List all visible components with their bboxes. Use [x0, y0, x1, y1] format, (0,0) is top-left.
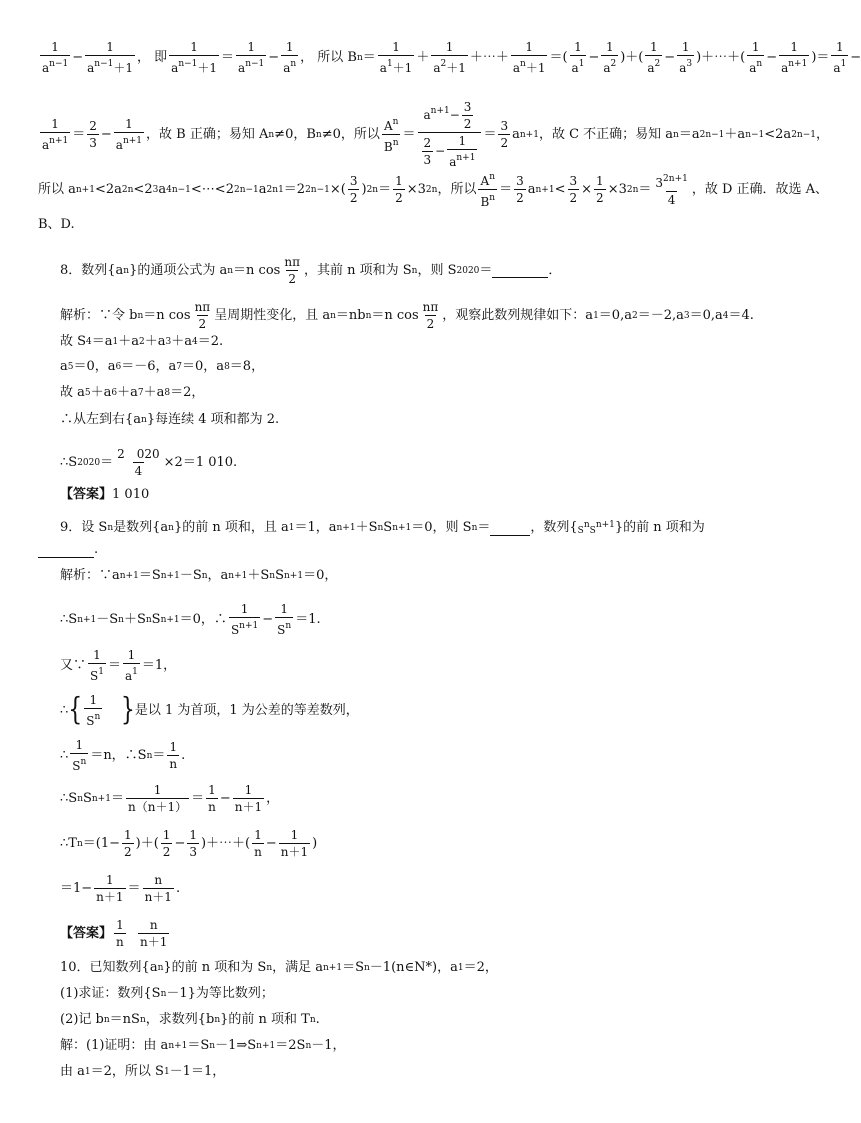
q8-solution-2: 故 S 4 ＝a 1 ＋a 2 ＋a 3 ＋a 4 ＝2. — [60, 334, 224, 349]
q10-solution-1: 解：(1)证明：由 a n+1 ＝S n －1⇒S n+1 ＝2S n －1， — [60, 1038, 346, 1053]
q8-answer — [60, 485, 764, 505]
text-line-top-2: $\frac{1}{a^{n+1}}$ ＝ $\frac{2}{3}$ − $\frac{1}{a^{n+1}}$ ，故 B 正确；易知 A n ≠0，B n ≠0，所以 $\frac{A^n}{B^n}$ ＝ $a^{n+1}-$ $\frac{3}{2}$ $\frac{2}{3}$ − $\frac{1}{a^{n+1}}$ ＝ $\frac{3}{2}$ a n+1 ，故 C 不正确；易知 a n ＝a 2 n−1 ＋a n−1 <2a 2 n−1 ， — [42, 100, 830, 169]
q8-answer-blank — [492, 263, 548, 278]
q10-stem: 10．已知数列{a n }的前 n 项和为 S n ，满足 a n+1 ＝S n －1(n∈N*)，a 1 ＝2， — [60, 960, 498, 975]
q10-solution-2: 由 a 1 ＝2，所以 S 1 －1＝1， — [60, 1064, 226, 1079]
q9-solution-2: ∴S n+1 －S n ＋S n S n+1 ＝0，∴ $\frac{1}{S^{n+1}}$ − $\frac{1}{S^n}$ ＝1. — [60, 602, 321, 637]
q9-solution-5: ∴ $\frac{1}{S^n}$ ＝n，∴S n ＝ $\frac{1}{n}$ . — [60, 738, 186, 773]
q8-answer-value: 1 010 — [112, 487, 150, 502]
q8-solution-6: ∴S 2020 ＝ $\frac{2 020}{4}$ ×2＝1 010. — [60, 447, 238, 478]
q9-solution-3: 又∵ $\frac{1}{S^1}$ ＝ $\frac{1}{a^1}$ ＝1， — [60, 648, 177, 683]
q9-solution-6: ∴S n S n+1 ＝ $\frac{1}{n(n+1)}$ ＝ $\frac{1}{n}$ − $\frac{1}{n+1}$ ， — [60, 783, 280, 814]
q8-solution-1: 解析：∵令 b n ＝n cos $\frac{n\pi}{2}$ 呈周期性变化，且 a n ＝nb n ＝n cos $\frac{n\pi}{2}$ ，观察此数列规律如下：a 1 ＝0,a 2 ＝－2,a 3 ＝0,a 4 ＝4. — [60, 300, 754, 331]
q10-part-1: (1)求证：数列{S n －1}为等比数列； — [60, 986, 274, 1001]
q9-solution-8: ＝1− $\frac{1}{n+1}$ ＝ $\frac{n}{n+1}$ . — [60, 873, 181, 904]
q9-stem-continued: . — [38, 540, 764, 560]
q9-solution-7: ∴T n ＝(1− $\frac{1}{2}$ )＋( $\frac{1}{2}$ − $\frac{1}{3}$ )＋⋯＋( $\frac{1}{n}$ − $\frac{1}{n+1}$ ) — [60, 828, 318, 859]
q10-part-2: (2)记 b n ＝nS n ，求数列{b n }的前 n 项和 T n . — [60, 1012, 320, 1027]
q9-solution-1: 解析：∵a n+1 ＝S n+1 －S n ，a n+1 ＋S n S n+1 ＝0， — [60, 568, 338, 583]
q9-answer-label: 【答案】 — [60, 925, 113, 941]
q9-solution-4: ∴ { $\frac{1}{S^n}$ } 是以 1 为首项，1 为公差的等差数列， — [60, 692, 359, 728]
q8-answer-label: 【答案】 — [60, 487, 113, 502]
q8-solution-5: ∴从左到右{a n }每连续 4 项和都为 2. — [60, 412, 280, 427]
q8-stem: 8．数列{a n }的通项公式为 a n ＝n cos $\frac{n\pi}{2}$ ，其前 n 项和为 S n ，则 S 2020 ＝ ． — [60, 255, 562, 286]
text-line-top-4: B、D. — [38, 217, 75, 232]
q8-solution-4: 故 a 5 ＋a 6 ＋a 7 ＋a 8 ＝2， — [60, 385, 205, 400]
text-line-top-3: 所以 a n+1 <2a 2 n <2 3 a 4 n−1 <⋯<2 2n−1 a 2n 1 ＝2 2n−1 ×( $\frac{3}{2}$ ) 2n ＝ $\frac{1}{2}$ ×3 2n ，所以 $\frac{A^n}{B^n}$ ＝ $\frac{3}{2}$ a n+1 < $\frac{3}{2}$ × $\frac{1}{2}$ ×3 2n ＝ $\frac{3^{2n+1}}{4}$ ，故 D 正确．故选 A、 — [38, 172, 829, 209]
q8-solution-3: a 5 ＝0，a 6 ＝－6，a 7 ＝0，a 8 ＝8， — [60, 359, 265, 374]
q9-answer: 【答案】 $\frac{1}{n}$ $\frac{n}{n+1}$ — [60, 918, 168, 949]
text-line-top-1: $\frac{1}{a^{n-1}}$ − $\frac{1}{a^{n-1}+1}$ ， 即 $\frac{1}{a^{n-1}+1}$ ＝ $\frac{1}{a^{n-1}}$ − $\frac{1}{a^n}$ ， 所以 B n ＝ $\frac{1}{a^1+1}$ ＋ $\frac{1}{a^2+1}$ ＋⋯＋ $\frac{1}{a^n+1}$ ＝( $\frac{1}{a^1}$ − $\frac{1}{a^2}$ )＋( $\frac{1}{a^2}$ − $\frac{1}{a^3}$ )＋⋯＋( $\frac{1}{a^n}$ − $\frac{1}{a^{n+1}}$ )＝ $\frac{1}{a^1}$ − — [42, 40, 861, 75]
q9-stem: 9．设 S n 是数列{a n }的前 n 项和，且 a 1 ＝1，a n+1 ＋S n S n+1 ＝0，则 S n ＝ ，数列{ SnSn+1 }的前 n 项和为 — [60, 520, 705, 536]
